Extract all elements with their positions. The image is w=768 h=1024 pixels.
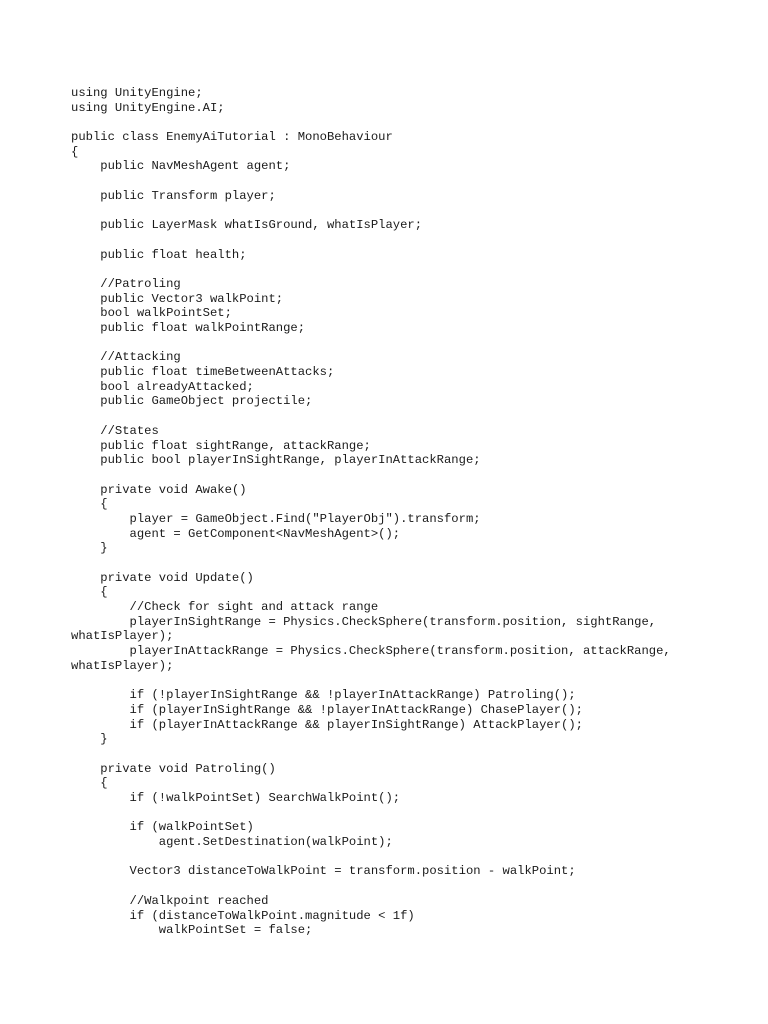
code-line [71, 674, 751, 689]
code-line: if (distanceToWalkPoint.magnitude < 1f) [71, 908, 415, 923]
code-line [71, 262, 751, 277]
code-line: public class EnemyAiTutorial : MonoBehaviour [71, 130, 393, 145]
code-line [71, 174, 751, 189]
code-line: { [71, 585, 108, 600]
code-line: whatIsPlayer); [71, 658, 174, 673]
code-line [71, 115, 751, 130]
code-line: Vector3 distanceToWalkPoint = transform.position - walkPoint; [71, 864, 576, 879]
code-line: public NavMeshAgent agent; [71, 159, 291, 174]
code-line [71, 747, 751, 762]
code-line: //States [71, 423, 159, 438]
code-line: using UnityEngine; [71, 86, 203, 100]
code-line: //Patroling [71, 276, 181, 291]
code-line: public Vector3 walkPoint; [71, 291, 284, 306]
code-listing [71, 86, 751, 938]
code-line: public float timeBetweenAttacks; [71, 365, 335, 380]
code-line: if (walkPointSet) [71, 820, 254, 835]
code-line: agent.SetDestination(walkPoint); [71, 835, 393, 850]
code-line: { [71, 144, 79, 159]
code-line: playerInSightRange = Physics.CheckSphere(transform.position, sightRange, [71, 614, 657, 629]
code-line: public float health; [71, 247, 247, 262]
code-line: public float walkPointRange; [71, 321, 306, 335]
code-line: if (playerInAttackRange && playerInSightRange) AttackPlayer(); [71, 717, 583, 732]
code-line: if (!walkPointSet) SearchWalkPoint(); [71, 791, 401, 805]
code-line: } [71, 541, 108, 556]
code-line: private void Awake() [71, 482, 247, 497]
code-line: bool alreadyAttacked; [71, 379, 254, 394]
code-line [71, 879, 751, 894]
code-line: bool walkPointSet; [71, 306, 232, 321]
code-line [71, 850, 751, 865]
code-line: using UnityEngine.AI; [71, 100, 225, 115]
code-line: public float sightRange, attackRange; [71, 438, 371, 453]
code-line: private void Patroling() [71, 761, 276, 776]
code-line: if (playerInSightRange && !playerInAttackRange) ChasePlayer(); [71, 702, 583, 717]
code-line [71, 233, 751, 248]
code-line: } [71, 732, 108, 747]
code-line: //Walkpoint reached [71, 893, 269, 908]
code-line: //Check for sight and attack range [71, 600, 379, 615]
code-line: player = GameObject.Find("PlayerObj").transform; [71, 511, 481, 526]
code-line: //Attacking [71, 350, 181, 365]
code-line [71, 204, 751, 219]
code-line: walkPointSet = false; [71, 923, 313, 938]
code-line [71, 336, 751, 351]
code-line: public GameObject projectile; [71, 394, 313, 409]
code-line [71, 468, 751, 483]
code-line: private void Update() [71, 570, 254, 585]
code-line: public bool playerInSightRange, playerInAttackRange; [71, 453, 481, 468]
code-line: { [71, 497, 108, 512]
code-line: agent = GetComponent<NavMeshAgent>(); [71, 526, 401, 541]
code-line: public Transform player; [71, 188, 276, 203]
code-line: public LayerMask whatIsGround, whatIsPlayer; [71, 218, 423, 233]
code-line: playerInAttackRange = Physics.CheckSphere(transform.position, attackRange, [71, 644, 671, 659]
code-line: if (!playerInSightRange && !playerInAttackRange) Patroling(); [71, 688, 576, 703]
code-line [71, 409, 751, 424]
code-line: whatIsPlayer); [71, 629, 174, 644]
code-line: { [71, 776, 108, 791]
code-line [71, 556, 751, 571]
code-line [71, 806, 751, 821]
